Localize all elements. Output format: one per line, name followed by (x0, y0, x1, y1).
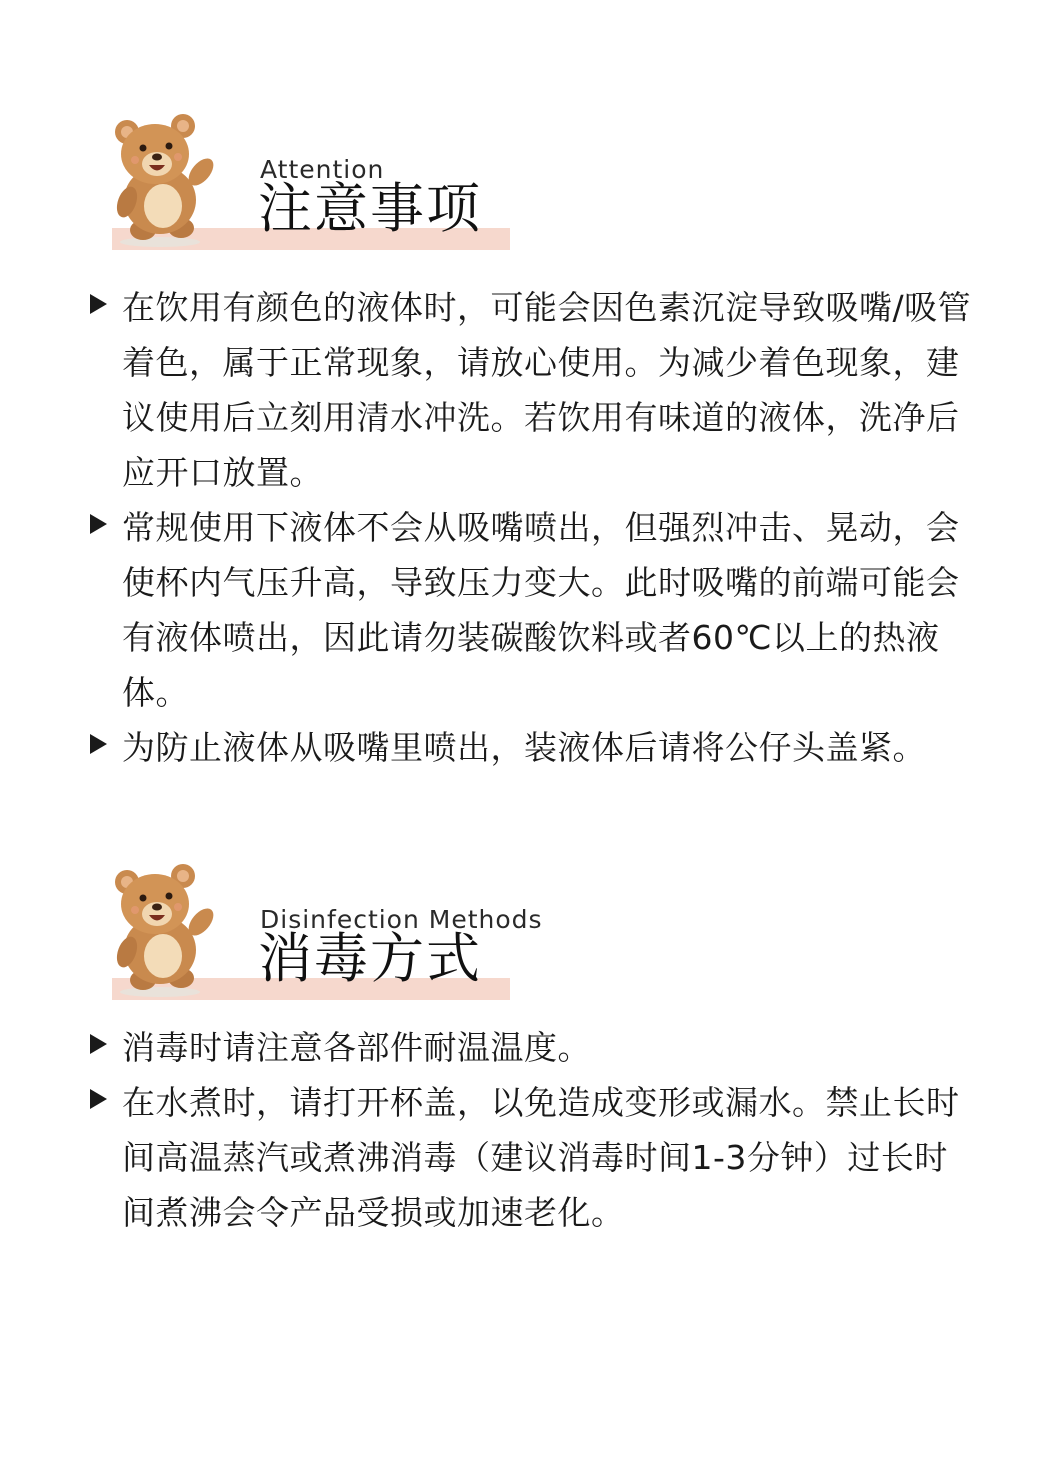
bullet-item (90, 500, 980, 720)
section-disinfection (0, 860, 1064, 1232)
bear-mascot-icon (105, 860, 220, 1000)
section-header (0, 110, 1064, 260)
bullet-text: 为防止液体从吸嘴里喷出，装液体后请将公仔头盖紧。 (122, 728, 926, 767)
bullet-text: 消毒时请注意各部件耐温温度。 (122, 1028, 591, 1067)
triangle-bullet-icon (90, 1089, 107, 1109)
bullet-text: 在水煮时，请打开杯盖，以免造成变形或漏水。禁止长时间高温蒸汽或煮沸消毒（建议消毒时间1-3分钟）过长时间煮沸会令产品受损或加速老化。 (122, 1083, 960, 1232)
bullet-item (90, 1020, 980, 1075)
bullet-item (90, 280, 980, 500)
section-title: 消毒方式 (258, 927, 482, 990)
section-title: 注意事项 (258, 177, 482, 240)
bullet-list (90, 280, 980, 775)
bullet-list (90, 1020, 980, 1240)
section-attention (0, 110, 1064, 767)
section-subtitle-en: Disinfection Methods (260, 905, 543, 934)
triangle-bullet-icon (90, 294, 107, 314)
section-subtitle-en: Attention (260, 155, 385, 184)
section-header (0, 860, 1064, 1010)
triangle-bullet-icon (90, 734, 107, 754)
bullet-text: 在饮用有颜色的液体时，可能会因色素沉淀导致吸嘴/吸管着色，属于正常现象，请放心使用。为减少着色现象，建议使用后立刻用清水冲洗。若饮用有味道的液体，洗净后应开口放置。 (122, 288, 972, 492)
triangle-bullet-icon (90, 514, 107, 534)
bullet-item (90, 1075, 980, 1240)
bullet-text: 常规使用下液体不会从吸嘴喷出，但强烈冲击、晃动，会使杯内气压升高，导致压力变大。此时吸嘴的前端可能会有液体喷出，因此请勿装碳酸饮料或者60℃以上的热液体。 (122, 508, 960, 712)
bear-mascot-icon (105, 110, 220, 250)
triangle-bullet-icon (90, 1034, 107, 1054)
bullet-item (90, 720, 980, 775)
